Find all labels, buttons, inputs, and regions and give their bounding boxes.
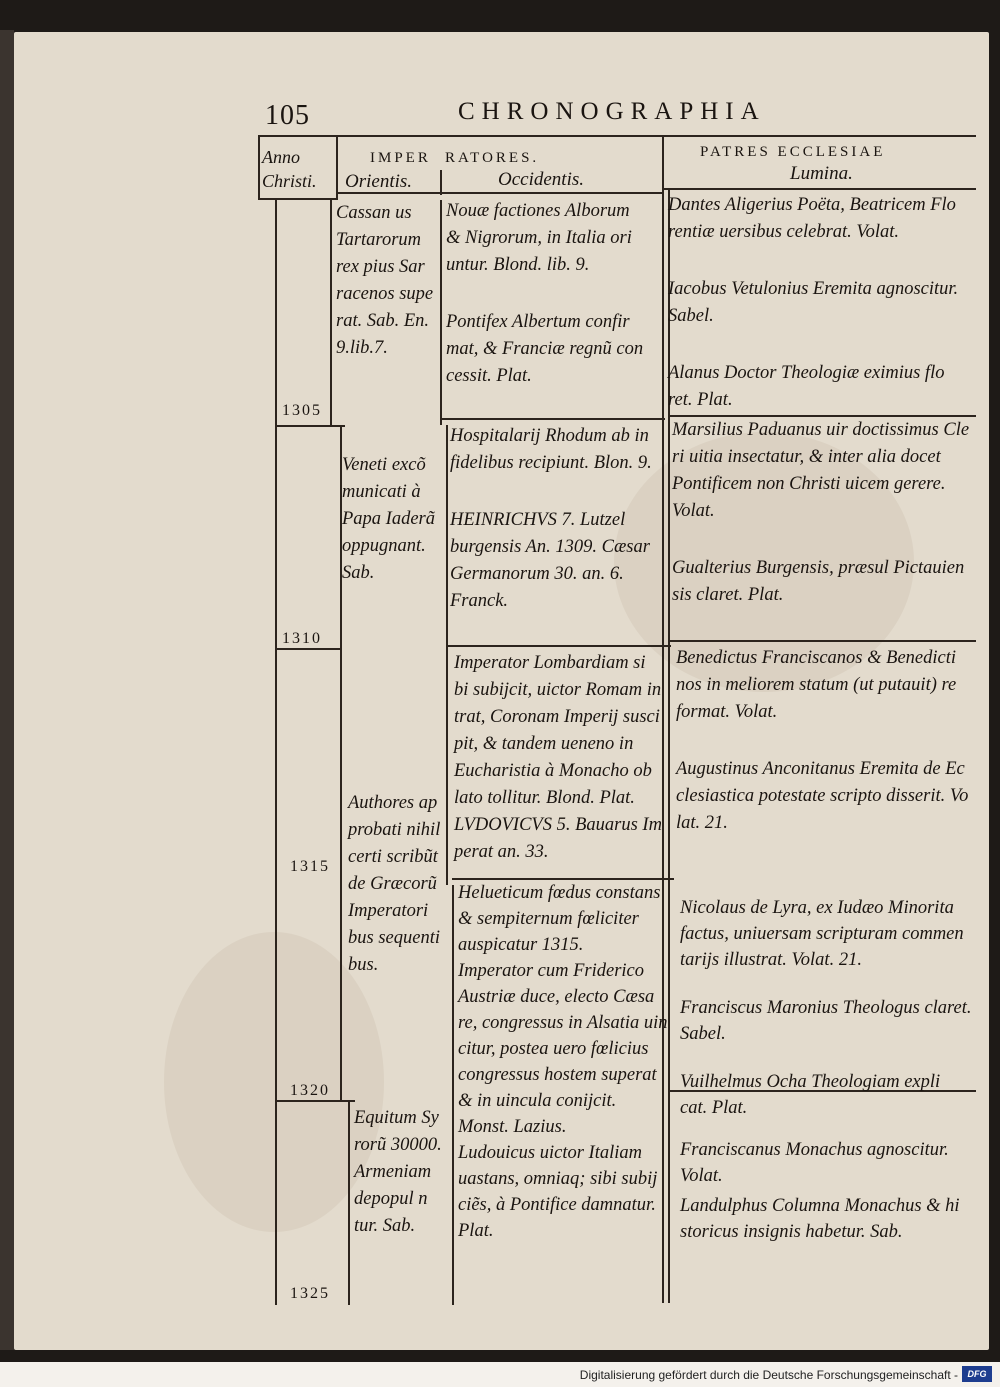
- year-label: 1325: [290, 1285, 330, 1302]
- imperatores-header-part1: IMPER: [370, 150, 431, 166]
- digitization-credit: Digitalisierung gefördert durch die Deutsche Forschungsgemeinschaft -: [579, 1368, 958, 1382]
- column-header-orientis: Orientis.: [345, 171, 413, 192]
- row-rule: [275, 648, 340, 650]
- occident-entry: Hospitalarij Rhodum ab in fidelibus recipiunt. Blon. 9.: [450, 426, 652, 473]
- patres-entry: Franciscus Maronius Theologus claret. Sabel.: [680, 998, 972, 1044]
- occident-block: [458, 880, 670, 1274]
- imperatores-header-part2: RATORES.: [445, 150, 540, 166]
- patres-entry: Vuilhelmus Ocha Theologiam expli cat. Plat.: [680, 1072, 941, 1118]
- column-rule: [258, 135, 260, 200]
- occident-entry: Nouæ factiones Alborum & Nigrorum, in Italia ori untur. Blond. lib. 9.: [446, 201, 632, 275]
- patres-entry: Alanus Doctor Theologiæ eximius flo ret. Plat.: [668, 363, 945, 410]
- row-rule: [446, 645, 671, 647]
- occident-block: [454, 650, 668, 896]
- table-top-rule: [258, 135, 976, 137]
- column-header-lumina: Lumina.: [790, 163, 853, 184]
- patres-entry: Marsilius Paduanus uir doctissimus Cle ri uitia insectatur, & inter alia docet Pontificem non Christi uicem gerere. Volat.: [672, 420, 970, 521]
- patres-entry: Franciscanus Monachus agnoscitur. Volat.: [680, 1140, 949, 1186]
- page-number: 105: [265, 100, 310, 131]
- row-rule: [275, 425, 345, 427]
- orient-entry: Veneti excõ municati à Papa Iaderã oppugnant. Sab.: [342, 455, 435, 583]
- patres-entry: Nicolaus de Lyra, ex Iudæo Minorita factus, uniuersam scripturam commen tarijs illustrat. Volat. 21.: [680, 898, 964, 970]
- column-header-patres: PATRES ECCLESIAE: [700, 144, 886, 160]
- column-header-anno: [262, 145, 334, 193]
- patres-entry: Dantes Aligerius Poëta, Beatricem Flo rentiæ uersibus celebrat. Volat.: [668, 195, 956, 242]
- orient-entry: Cassan us Tartarorum rex pius Sar racenos supe rat. Sab. En. 9.lib.7.: [336, 203, 434, 358]
- patres-block: [672, 417, 978, 639]
- patres-block: [668, 192, 978, 444]
- column-rule: [348, 1100, 350, 1305]
- header-rule: [258, 198, 338, 200]
- header-rule: [663, 188, 976, 190]
- year-label: 1305: [282, 402, 322, 419]
- column-rule: [336, 135, 338, 200]
- year-label: 1315: [290, 858, 330, 875]
- occident-entry: Helueticum fœdus constans & sempiternum fœliciter auspicatur 1315. Imperator cum Friderico Austriæ duce, electo Cæsa re, congressus in Alsatia uin citur, postea uero fœlicius congressus hostem superat & in uincula conijcit. Monst. Lazius. Ludouicus uictor Italiam uastans, omniaq; sibi subij ciẽs, à Pontifice damnatur. Plat.: [458, 883, 668, 1241]
- patres-entry: Landulphus Columna Monachus & hi storicus insignis habetur. Sab.: [680, 1196, 960, 1242]
- column-rule: [330, 200, 332, 425]
- column-rule: [440, 170, 442, 195]
- occident-entry: HEINRICHVS 7. Lutzel burgensis An. 1309. Cæsar Germanorum 30. an. 6. Franck.: [450, 510, 650, 611]
- christi-label: Christi.: [262, 171, 317, 191]
- running-title: CHRONOGRAPHIA: [458, 98, 766, 125]
- anno-label: Anno: [262, 147, 300, 167]
- column-header-occidentis: Occidentis.: [498, 169, 585, 190]
- row-rule: [275, 1100, 355, 1102]
- row-rule: [668, 640, 976, 642]
- patres-entry: Augustinus Anconitanus Eremita de Ec clesiastica potestate scripto disserit. Vo lat. 21.: [676, 759, 969, 833]
- patres-entry: Iacobus Vetulonius Eremita agnoscitur. Sabel.: [668, 279, 959, 326]
- year-label: 1320: [290, 1082, 330, 1099]
- occident-block: [446, 198, 662, 420]
- occident-entry: Imperator Lombardiam si bi subijcit, uictor Romam in trat, Coronam Imperij susci pit, & tandem ueneno in Eucharistia à Monacho ob lato tollitur. Blond. Plat. LVDOVICVS 5. Bauarus Im perat an. 33.: [454, 653, 662, 862]
- patres-entry: Gualterius Burgensis, præsul Pictauien sis claret. Plat.: [672, 558, 965, 605]
- occident-entry: Pontifex Albertum confir mat, & Franciæ regnũ con cessit. Plat.: [446, 312, 644, 386]
- dfg-logo: DFG: [962, 1366, 992, 1382]
- year-label: 1310: [282, 630, 322, 647]
- patres-block: [676, 645, 980, 867]
- book-edge: [0, 30, 14, 1350]
- occident-block: [450, 423, 664, 645]
- column-rule: [275, 200, 277, 1305]
- patres-block: [680, 895, 980, 1245]
- orient-entry: Authores ap probati nihil certi scribũt de Græcorũ Imperatori bus sequenti bus.: [348, 793, 441, 975]
- patres-entry: Benedictus Franciscanos & Benedicti nos in meliorem statum (ut putauit) re format. Volat.: [676, 648, 957, 722]
- column-rule: [440, 200, 442, 425]
- orient-entry: Equitum Sy rorũ 30000. Armeniam depopul n tur. Sab.: [354, 1108, 442, 1236]
